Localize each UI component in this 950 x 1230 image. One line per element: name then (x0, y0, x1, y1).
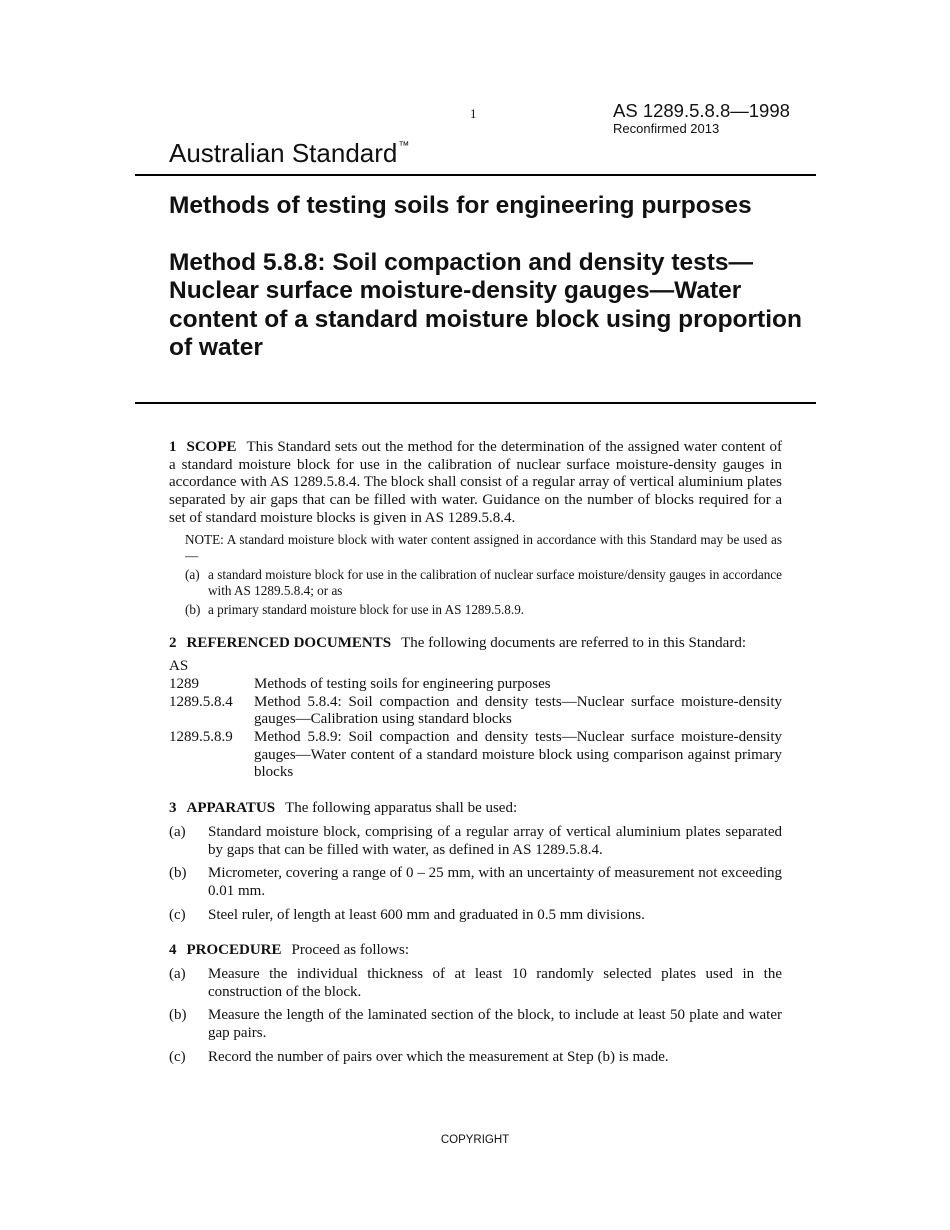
reference-code: 1289.5.8.9 (169, 729, 233, 746)
list-item-text: Micrometer, covering a range of 0 – 25 mm, with an uncertainty of measurement not exceeding 0.01 mm. (208, 865, 782, 899)
section-heading: REFERENCED DOCUMENTS (186, 634, 392, 651)
procedure-intro-text: Proceed as follows: (291, 942, 409, 959)
section-number: 3 (169, 800, 177, 817)
note-item (185, 602, 782, 618)
page-number: 1 (470, 106, 477, 121)
header-divider (135, 174, 816, 176)
reference-title: Method 5.8.9: Soil compaction and density tests—Nuclear surface moisture-density gauges—Water content of a standard moisture block using comparison against primary blocks (254, 729, 782, 781)
apparatus-intro (169, 800, 782, 818)
reconfirmed-date: Reconfirmed 2013 (613, 121, 720, 136)
section-scope (169, 439, 782, 619)
section-references (169, 635, 782, 783)
note-item-text: a standard moisture block for use in the calibration of nuclear surface moisture/density gauges in accordance with AS 1289.5.8.4; or as (208, 566, 782, 599)
references-table (169, 658, 782, 782)
brand-text: Australian Standard (169, 138, 398, 168)
list-item-label: (b) (169, 865, 187, 882)
reference-title: Method 5.8.4: Soil compaction and density tests—Nuclear surface moisture-density gauges—Calibration using standard blocks (254, 693, 782, 728)
standard-number: AS 1289.5.8.8—1998 (613, 100, 790, 121)
list-item-text: Measure the individual thickness of at least 10 randomly selected plates used in the construction of the block. (208, 966, 782, 1000)
procedure-step (169, 1007, 782, 1042)
list-item-text: Measure the length of the laminated section of the block, to include at least 50 plate and water gap pairs. (208, 1007, 782, 1042)
list-item-text: Steel ruler, of length at least 600 mm and graduated in 0.5 mm divisions. (208, 906, 645, 923)
document-body (169, 439, 782, 1067)
trademark-symbol: ™ (398, 140, 410, 152)
section-number: 4 (169, 942, 177, 959)
standard-brand (169, 138, 409, 169)
title-block (169, 192, 809, 363)
reference-group-label: AS (169, 658, 189, 675)
reference-code: 1289 (169, 675, 199, 692)
list-item-text: Record the number of pairs over which the measurement at Step (b) is made. (208, 1048, 669, 1065)
note-item-text: a primary standard moisture block for use in AS 1289.5.8.9. (208, 602, 525, 618)
list-item-label: (c) (169, 906, 186, 923)
section-heading: APPARATUS (186, 800, 276, 817)
references-intro (169, 635, 782, 653)
scope-paragraph (169, 439, 782, 528)
section-procedure (169, 942, 782, 1066)
scope-text: This Standard sets out the method for the determination of the assigned water content of a standard moisture block for use in the calibration of nuclear surface moisture-density gauges in accordance with AS 1289.5.8.4. The block shall consist of a regular array of vertical aluminium plates separated by air gaps that can be filled with water. Guidance on the number of blocks required for a set of standard moisture blocks is given in AS 1289.5.8.4. (169, 439, 782, 526)
title-divider (135, 402, 816, 404)
section-apparatus (169, 800, 782, 924)
section-number: 2 (169, 634, 177, 651)
procedure-step (169, 1049, 782, 1067)
list-item-label: (a) (169, 823, 186, 840)
scope-note (185, 532, 782, 619)
apparatus-intro-text: The following apparatus shall be used: (285, 800, 518, 817)
references-intro-text: The following documents are referred to in this Standard: (401, 634, 747, 651)
method-title: Method 5.8.8: Soil compaction and density tests—Nuclear surface moisture-density gauges—Water content of a standard moisture block using proportion of water (169, 248, 802, 361)
apparatus-item (169, 865, 782, 900)
apparatus-item (169, 907, 782, 925)
procedure-step (169, 966, 782, 1001)
list-item-text: Standard moisture block, comprising of a regular array of vertical aluminium plates separated by gaps that can be filled with water, as defined in AS 1289.5.8.4. (208, 823, 782, 858)
procedure-intro (169, 942, 782, 960)
note-item (185, 567, 782, 599)
list-item-label: (b) (169, 1007, 187, 1024)
note-item-label: (a) (185, 566, 200, 582)
note-intro: NOTE: A standard moisture block with water content assigned in accordance with this Standard may be used as— (185, 531, 782, 563)
note-item-label: (b) (185, 602, 201, 618)
section-heading: SCOPE (186, 439, 237, 455)
section-heading: PROCEDURE (186, 942, 282, 959)
reference-code: 1289.5.8.4 (169, 693, 233, 710)
reference-title: Methods of testing soils for engineering purposes (254, 675, 551, 692)
copyright-footer: COPYRIGHT (440, 1134, 510, 1146)
list-item-label: (c) (169, 1048, 186, 1065)
main-title: Methods of testing soils for engineering purposes (169, 192, 752, 219)
section-number: 1 (169, 439, 177, 455)
list-item-label: (a) (169, 966, 186, 983)
apparatus-item (169, 824, 782, 859)
